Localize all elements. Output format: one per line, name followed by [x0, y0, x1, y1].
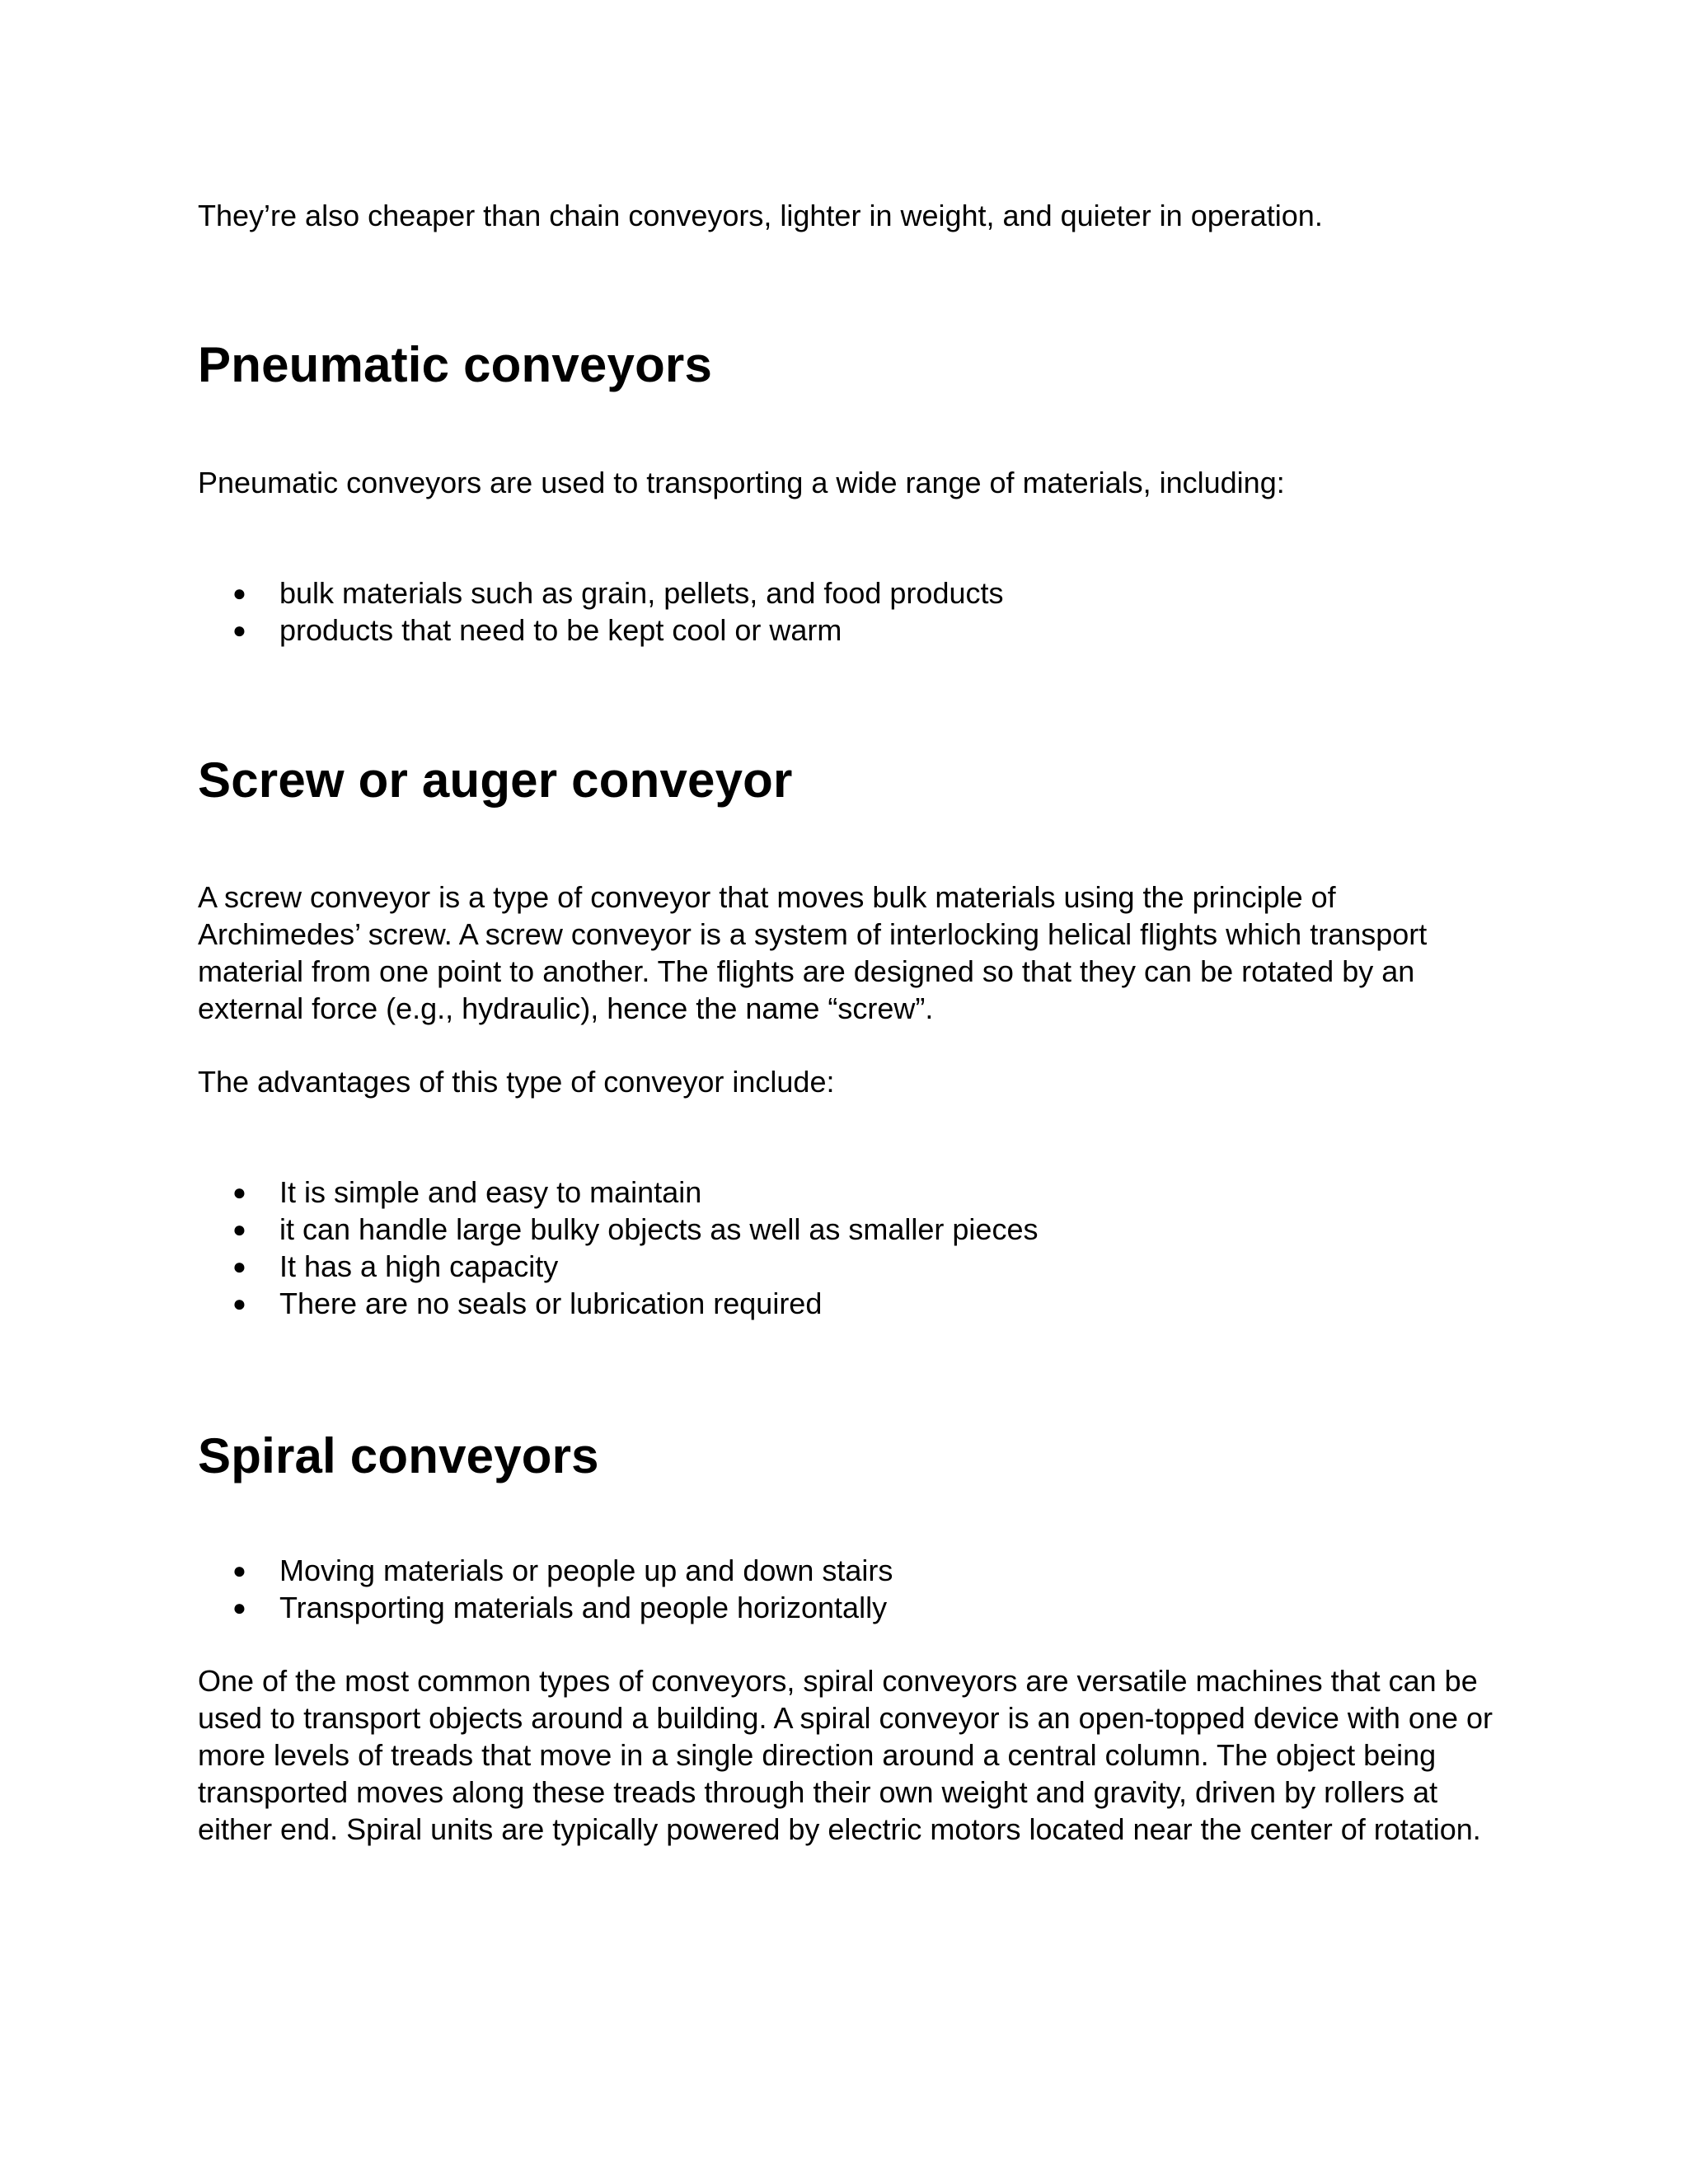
list-item: [198, 1211, 1500, 1248]
list-item-text: Transporting materials and people horizontally: [279, 1591, 888, 1624]
screw-advantages-intro: The advantages of this type of conveyor include:: [198, 1065, 835, 1099]
list-item-text: It has a high capacity: [279, 1249, 559, 1283]
list-item: [198, 1248, 1500, 1285]
screw-advantages-list: [198, 1174, 1500, 1322]
screw-description-paragraph: A screw conveyor is a type of conveyor that moves bulk materials using the principle of Archimedes’ screw. A screw conveyor is a system of interlocking helical flights which transport material from one point to another. The flights are designed so that they can be rotated by an external force (e.g., hydraulic), hence the name “screw”.: [198, 880, 1428, 1025]
bullet-icon: ●: [232, 617, 246, 643]
spiral-uses-list: [198, 1552, 1500, 1626]
heading-screw-or-auger-conveyor: Screw or auger conveyor: [198, 752, 793, 808]
bullet-icon: ●: [232, 580, 246, 606]
spiral-description-paragraph: One of the most common types of conveyors, spiral conveyors are versatile machines that can be used to transport objects around a building. A spiral conveyor is an open-topped device with one or more levels of treads that move in a single direction around a central column. The object being transported moves along these treads through their own weight and gravity, driven by rollers at either end. Spiral units are typically powered by electric motors located near the center of rotation.: [198, 1664, 1493, 1846]
bullet-icon: ●: [232, 1291, 246, 1316]
list-item: [198, 1589, 1500, 1626]
bullet-icon: ●: [232, 1179, 246, 1205]
list-item: [198, 574, 1500, 612]
list-item-text: Moving materials or people up and down stairs: [279, 1554, 893, 1587]
list-item: [198, 1285, 1500, 1322]
bullet-icon: ●: [232, 1558, 246, 1583]
heading-spiral-conveyors: Spiral conveyors: [198, 1428, 599, 1483]
list-item-text: There are no seals or lubrication required: [279, 1286, 823, 1320]
pneumatic-list: [198, 574, 1500, 649]
bullet-icon: ●: [232, 1254, 246, 1279]
list-item-text: It is simple and easy to maintain: [279, 1175, 702, 1209]
list-item-text: bulk materials such as grain, pellets, and food products: [279, 576, 1004, 610]
list-item-text: it can handle large bulky objects as well as smaller pieces: [279, 1212, 1039, 1246]
pneumatic-intro-paragraph: Pneumatic conveyors are used to transporting a wide range of materials, including:: [198, 466, 1285, 499]
list-item: [198, 1174, 1500, 1211]
bullet-icon: ●: [232, 1216, 246, 1242]
bullet-icon: ●: [232, 1595, 246, 1620]
list-item-text: products that need to be kept cool or warm: [279, 613, 842, 647]
intro-paragraph: They’re also cheaper than chain conveyors, lighter in weight, and quieter in operation.: [198, 199, 1323, 232]
heading-pneumatic-conveyors: Pneumatic conveyors: [198, 337, 713, 392]
list-item: [198, 612, 1500, 649]
list-item: [198, 1552, 1500, 1589]
